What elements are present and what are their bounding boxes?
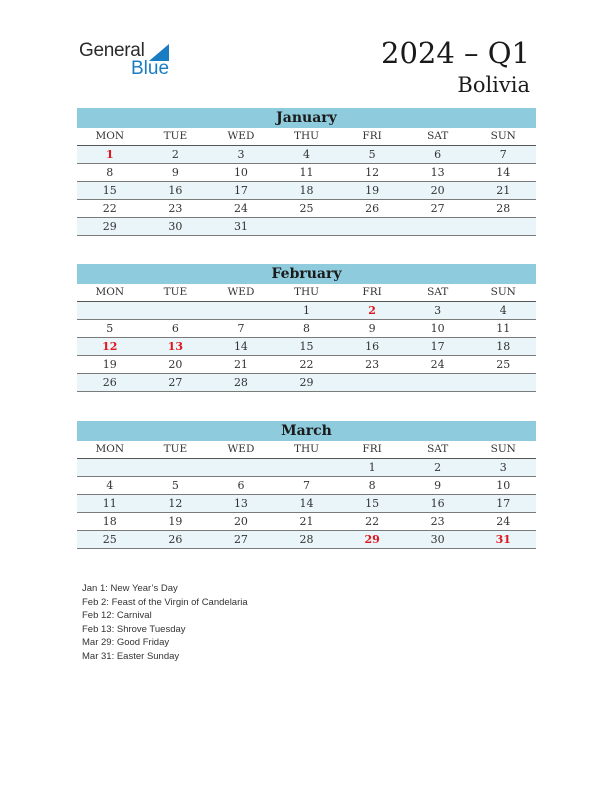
date-cell: [77, 302, 143, 319]
weekday-label: MON: [95, 286, 125, 298]
logo-text-blue: Blue: [131, 58, 170, 79]
date-cell: 19: [168, 515, 183, 528]
weekday-label: FRI: [362, 130, 382, 142]
weekday-label: TUE: [163, 443, 188, 455]
date-cell: 29: [299, 376, 314, 389]
month-january: [77, 108, 536, 236]
date-cell: 5: [171, 479, 179, 492]
date-cell: 28: [299, 533, 314, 546]
date-cell: 4: [106, 479, 114, 492]
date-cell: 12: [168, 497, 183, 510]
weekday-label: THU: [294, 286, 320, 298]
date-cell: 27: [430, 202, 445, 215]
date-cell: 16: [168, 184, 183, 197]
week-row: [77, 320, 536, 338]
date-cell: 26: [102, 376, 117, 389]
holiday-note: Feb 12: Carnival: [82, 610, 152, 622]
month-title: March: [77, 421, 536, 441]
date-cell: 24: [233, 202, 248, 215]
weekday-label: WED: [227, 286, 255, 298]
date-cell: 13: [430, 166, 445, 179]
date-cell: [274, 218, 340, 235]
month-february: [77, 264, 536, 392]
date-cell: 5: [106, 322, 114, 335]
weekday-label: SUN: [490, 286, 516, 298]
weekday-label: SUN: [490, 443, 516, 455]
date-cell: 10: [496, 479, 511, 492]
holiday-date-cell: 29: [364, 533, 380, 546]
week-row: [77, 513, 536, 531]
brand-logo: [79, 40, 199, 80]
date-cell: [208, 302, 274, 319]
week-row: [77, 182, 536, 200]
date-cell: 2: [434, 461, 442, 474]
date-cell: 8: [368, 479, 376, 492]
date-cell: 11: [299, 166, 314, 179]
week-row: [77, 218, 536, 236]
date-cell: 22: [365, 515, 380, 528]
date-cell: 20: [430, 184, 445, 197]
logo-text-general: General: [79, 40, 145, 61]
date-cell: [339, 218, 405, 235]
date-cell: 22: [102, 202, 117, 215]
date-cell: 1: [303, 304, 311, 317]
date-cell: 10: [430, 322, 445, 335]
date-cell: 18: [299, 184, 314, 197]
date-cell: 3: [499, 461, 507, 474]
date-cell: 24: [430, 358, 445, 371]
week-row: [77, 374, 536, 392]
date-cell: 29: [102, 220, 117, 233]
week-row: [77, 356, 536, 374]
date-cell: 21: [233, 358, 248, 371]
date-cell: 25: [496, 358, 511, 371]
date-cell: 19: [102, 358, 117, 371]
date-cell: 21: [496, 184, 511, 197]
holiday-note: Jan 1: New Year’s Day: [82, 583, 178, 594]
date-cell: 26: [168, 533, 183, 546]
weekday-label: MON: [95, 130, 125, 142]
weekday-label: THU: [294, 443, 320, 455]
weekday-label: MON: [95, 443, 125, 455]
date-cell: 4: [499, 304, 507, 317]
date-cell: 19: [365, 184, 380, 197]
weekday-label: TUE: [163, 286, 188, 298]
date-cell: 8: [303, 322, 311, 335]
date-cell: 13: [233, 497, 248, 510]
weekday-label: SUN: [490, 130, 516, 142]
date-cell: 9: [171, 166, 179, 179]
weekday-label: SAT: [427, 286, 449, 298]
date-cell: 6: [171, 322, 179, 335]
week-row: [77, 477, 536, 495]
week-row: [77, 531, 536, 549]
date-cell: 12: [365, 166, 380, 179]
date-cell: 28: [233, 376, 248, 389]
date-cell: 8: [106, 166, 114, 179]
date-cell: 10: [233, 166, 248, 179]
month-title: January: [77, 108, 536, 128]
date-cell: 30: [168, 220, 183, 233]
date-cell: 15: [365, 497, 380, 510]
date-cell: 22: [299, 358, 314, 371]
week-row: [77, 164, 536, 182]
date-cell: 9: [368, 322, 376, 335]
holiday-note: Mar 29: Good Friday: [82, 637, 170, 649]
date-cell: 27: [233, 533, 248, 546]
weekday-label: WED: [227, 130, 255, 142]
date-cell: 20: [168, 358, 183, 371]
date-cell: 7: [237, 322, 245, 335]
holiday-date-cell: 1: [105, 148, 114, 161]
date-cell: [77, 459, 143, 476]
date-cell: 9: [434, 479, 442, 492]
date-cell: 14: [496, 166, 511, 179]
holiday-date-cell: 13: [167, 340, 184, 353]
weekday-label: SAT: [427, 443, 449, 455]
date-cell: 23: [168, 202, 183, 215]
week-row: [77, 302, 536, 320]
holiday-note: Feb 2: Feast of the Virgin of Candelaria: [82, 596, 248, 608]
date-cell: 7: [499, 148, 507, 161]
date-cell: 17: [430, 340, 445, 353]
date-cell: 24: [496, 515, 511, 528]
month-title: February: [77, 264, 536, 284]
date-cell: 20: [233, 515, 248, 528]
date-cell: 3: [434, 304, 442, 317]
weekday-label: THU: [294, 130, 320, 142]
date-cell: 28: [496, 202, 511, 215]
date-cell: [143, 459, 209, 476]
week-row: [77, 459, 536, 477]
weekday-label: FRI: [362, 443, 382, 455]
date-cell: 14: [299, 497, 314, 510]
weekday-label: WED: [227, 443, 255, 455]
date-cell: [405, 218, 471, 235]
date-cell: 2: [171, 148, 179, 161]
holiday-note: Feb 13: Shrove Tuesday: [82, 623, 186, 635]
date-cell: [208, 459, 274, 476]
holiday-date-cell: 31: [495, 533, 511, 546]
holiday-list: [82, 582, 248, 664]
date-cell: 27: [168, 376, 183, 389]
date-cell: [339, 374, 405, 391]
date-cell: 18: [496, 340, 511, 353]
date-cell: 25: [102, 533, 117, 546]
date-cell: 1: [368, 461, 376, 474]
date-cell: [470, 374, 536, 391]
date-cell: 25: [299, 202, 314, 215]
week-row: [77, 338, 536, 356]
date-cell: 17: [496, 497, 511, 510]
date-cell: 17: [233, 184, 248, 197]
date-cell: [274, 459, 340, 476]
page-title: 2024 – Q1: [381, 36, 530, 70]
date-cell: 18: [102, 515, 117, 528]
holiday-date-cell: 2: [368, 304, 376, 317]
weekday-header: [77, 284, 536, 302]
date-cell: 6: [434, 148, 442, 161]
date-cell: 23: [430, 515, 445, 528]
holiday-note: Mar 31: Easter Sunday: [82, 650, 180, 662]
date-cell: 7: [303, 479, 311, 492]
date-cell: 30: [430, 533, 445, 546]
date-cell: 6: [237, 479, 245, 492]
weekday-label: FRI: [362, 286, 382, 298]
date-cell: 26: [365, 202, 380, 215]
date-cell: 11: [102, 497, 117, 510]
date-cell: 3: [237, 148, 245, 161]
date-cell: 16: [365, 340, 380, 353]
week-row: [77, 146, 536, 164]
date-cell: 31: [233, 220, 248, 233]
date-cell: 4: [303, 148, 311, 161]
date-cell: [405, 374, 471, 391]
month-march: [77, 421, 536, 549]
date-cell: 11: [496, 322, 511, 335]
date-cell: 23: [365, 358, 380, 371]
weekday-header: [77, 441, 536, 459]
weekday-label: TUE: [163, 130, 188, 142]
date-cell: 5: [368, 148, 376, 161]
week-row: [77, 200, 536, 218]
date-cell: 21: [299, 515, 314, 528]
country-name: Bolivia: [457, 73, 530, 97]
date-cell: [143, 302, 209, 319]
week-row: [77, 495, 536, 513]
holiday-date-cell: 12: [102, 340, 118, 353]
date-cell: 15: [299, 340, 314, 353]
date-cell: [470, 218, 536, 235]
date-cell: 16: [430, 497, 445, 510]
date-cell: 14: [233, 340, 248, 353]
weekday-label: SAT: [427, 130, 449, 142]
weekday-header: [77, 128, 536, 146]
date-cell: 15: [102, 184, 117, 197]
